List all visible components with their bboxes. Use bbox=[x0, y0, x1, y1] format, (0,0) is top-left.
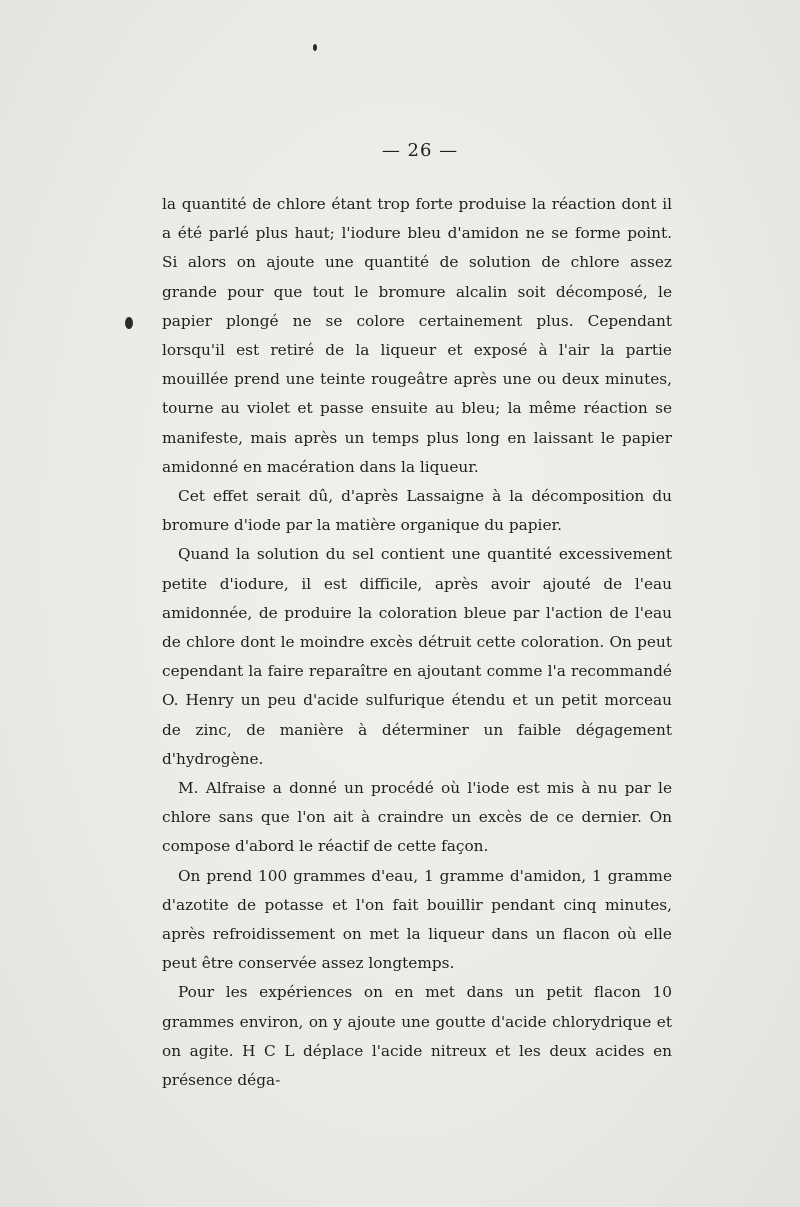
paragraph: Cet effet serait dû, d'après Lassaigne à la décomposition du bromure d'iode par la matière organique du papier. bbox=[162, 487, 672, 535]
page-number: — 26 — bbox=[381, 140, 459, 161]
paragraph: la quantité de chlore étant trop forte produise la réaction dont il a été parlé plus haut; l'iodure bleu d'amidon ne se forme point. Si alors on ajoute une quantité de solution de chlore assez grande pour que tout le bromure alcalin soit décomposé, le papier plongé ne se colore certainement plus. Cependant lorsqu'il est retiré de la liqueur et exposé à l'air la partie mouillée prend une teinte rougeâtre après une ou deux minutes, tourne au violet et passe ensuite au bleu; la même réaction se manifeste, mais après un temps plus long en laissant le papier amidonné en macération dans la liqueur. bbox=[162, 195, 672, 476]
paragraph: Quand la solution du sel contient une quantité excessivement petite d'iodure, il est difficile, après avoir ajouté de l'eau amidonnée, de produire la coloration bleue par l'action de l'eau de chlore dont le moindre excès détruit cette coloration. On peut cependant la faire reparaître en ajoutant comme l'a recommandé O. Henry un peu d'acide sulfurique étendu et un petit morceau de zinc, de manière à déterminer un faible dégagement d'hydrogène. bbox=[162, 545, 672, 768]
ink-spot bbox=[313, 44, 317, 51]
body-text bbox=[162, 190, 672, 1095]
paragraph: M. Alfraise a donné un procédé où l'iode est mis à nu par le chlore sans que l'on ait à craindre un excès de ce dernier. On compose d'abord le réactif de cette façon. bbox=[162, 779, 672, 856]
paragraph: Pour les expériences on en met dans un petit flacon 10 grammes environ, on y ajoute une goutte d'acide chlorydrique et on agite. H C L déplace l'acide nitreux et les deux acides en présence déga- bbox=[162, 983, 672, 1090]
paragraph: On prend 100 grammes d'eau, 1 gramme d'amidon, 1 gramme d'azotite de potasse et l'on fait bouillir pendant cinq minutes, après refroidissement on met la liqueur dans un flacon où elle peut être conservée assez longtemps. bbox=[162, 866, 672, 973]
ink-spot bbox=[125, 317, 133, 329]
